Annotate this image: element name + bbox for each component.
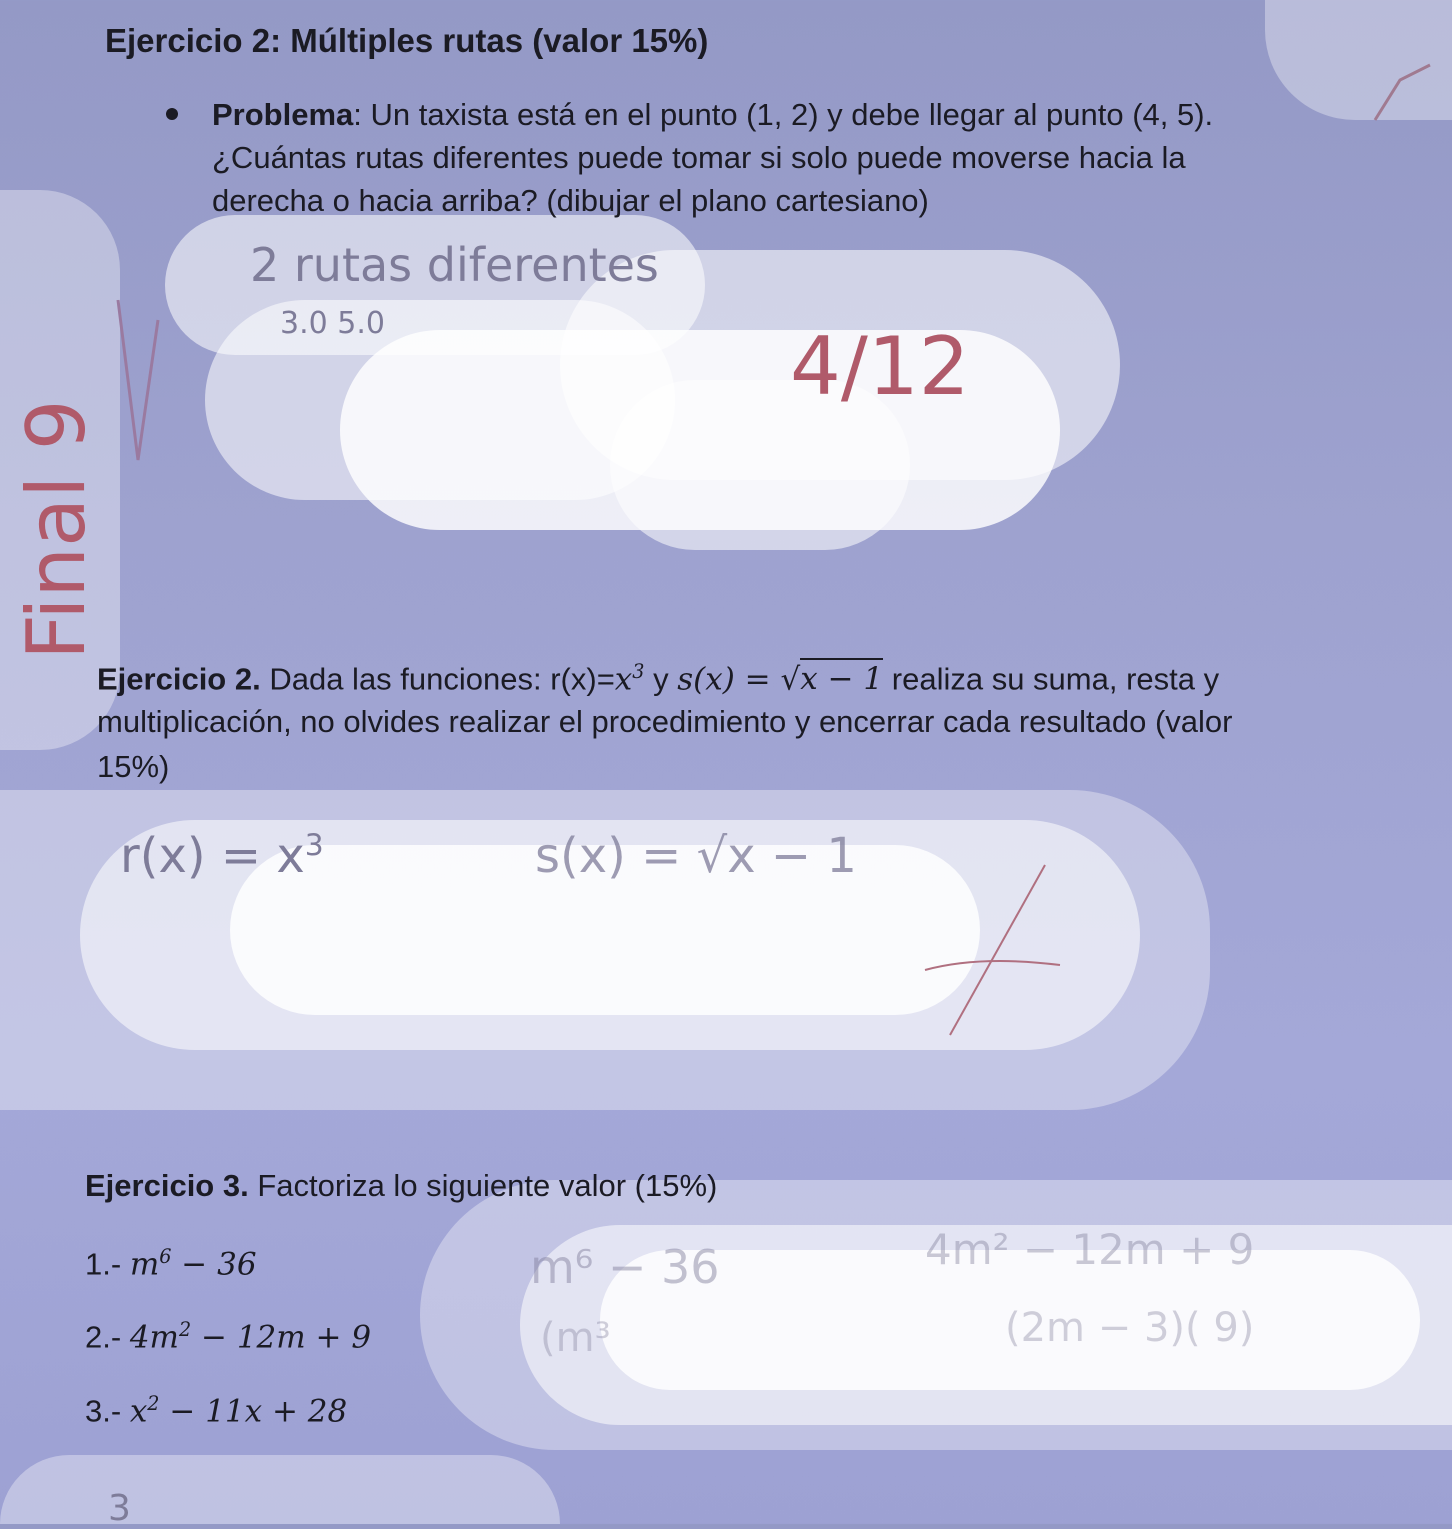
ex1-bullet — [166, 108, 178, 120]
bottom-answer-fragment: 3 — [108, 1488, 131, 1529]
ex3-item-2-a: 4m — [129, 1319, 179, 1356]
ex2-r-exp: 3 — [632, 660, 645, 683]
ex2-answer-r — [120, 828, 324, 884]
ex3-item-3-exp: 2 — [147, 1392, 160, 1415]
ex3-item-3-a: x — [129, 1393, 148, 1430]
ex3-item-1-a: m — [129, 1246, 160, 1283]
ex3-item-1-num: 1.- — [85, 1246, 122, 1282]
ex1-problem-line1 — [212, 97, 1213, 133]
ex3-answer-line1b: 4m² − 12m + 9 — [925, 1225, 1255, 1274]
ex2-r-base: x — [614, 661, 633, 698]
ex2-and: y — [644, 661, 678, 697]
ex3-item-3 — [85, 1392, 347, 1429]
ex3-answer-line2: (m³ — [540, 1315, 611, 1361]
ex1-problem-text: : Un taxista está en el punto (1, 2) y debe llegar al punto (4, 5). — [353, 97, 1214, 132]
ex2-line2: multiplicación, no olvides realizar el procedimiento y encerrar cada resultado (valor — [97, 704, 1233, 739]
ex3-label: Ejercicio 3. — [85, 1168, 249, 1203]
grade-check-mark — [110, 280, 170, 470]
ex2-intro: Dada las funciones: r(x)= — [260, 661, 615, 697]
ex2-line3: 15%) — [97, 749, 170, 784]
ex2-grade-mark — [910, 860, 1070, 1040]
ex2-rest: realiza su suma, resta y — [883, 661, 1220, 697]
ex3-item-2 — [85, 1318, 371, 1355]
ex3-item-1 — [85, 1245, 257, 1282]
ex1-grade: 4/12 — [790, 320, 970, 413]
ex3-item-1-exp: 6 — [159, 1245, 172, 1268]
ex3-title-text: Factoriza lo siguiente valor (15%) — [248, 1168, 718, 1203]
ex2-s-lhs: s(x) = — [677, 661, 781, 698]
ex2-s-root: x − 1 — [800, 658, 883, 697]
ex1-title: Ejercicio 2: Múltiples rutas (valor 15%) — [105, 22, 709, 59]
ex3-item-3-b: − 11x + 28 — [159, 1393, 348, 1430]
final-grade-side-note: Final 9 — [10, 399, 103, 660]
ex1-problem-line3: derecha o hacia arriba? (dibujar el plano cartesiano) — [212, 183, 929, 218]
ex3-title — [85, 1168, 717, 1204]
ex2-answer-s: s(x) = √x − 1 — [535, 828, 857, 884]
ex1-problem-line2: ¿Cuántas rutas diferentes puede tomar si solo puede moverse hacia la — [212, 140, 1186, 175]
ex3-answer-line2b: (2m − 3)( 9) — [1005, 1305, 1255, 1351]
ex1-answer-line2: 3.0 5.0 — [280, 306, 385, 341]
ex3-item-3-num: 3.- — [85, 1393, 122, 1429]
ex3-item-1-b: − 36 — [171, 1246, 257, 1283]
ex2-label: Ejercicio 2. — [97, 661, 261, 697]
ex1-answer-line1: 2 rutas diferentes — [250, 238, 659, 292]
ex3-answer-line1: m⁶ − 36 — [530, 1240, 720, 1294]
ex1-problem-label: Problema — [212, 97, 354, 132]
ex2-answer-r-text: r(x) = x — [120, 828, 305, 884]
ex3-item-2-num: 2.- — [85, 1319, 122, 1355]
top-right-check-mark — [1370, 60, 1440, 130]
smudge-bottom — [0, 1455, 560, 1524]
ex2-line1: Ejercicio 2. Dada las funciones: $r(x)=x^3$ y s(x) = √x − 1 realiza su suma, resta y — [97, 660, 1220, 698]
ex3-item-2-b: − 12m + 9 — [191, 1319, 372, 1356]
ex3-item-2-exp: 2 — [178, 1318, 192, 1341]
ex2-answer-r-exp: 3 — [304, 828, 324, 863]
